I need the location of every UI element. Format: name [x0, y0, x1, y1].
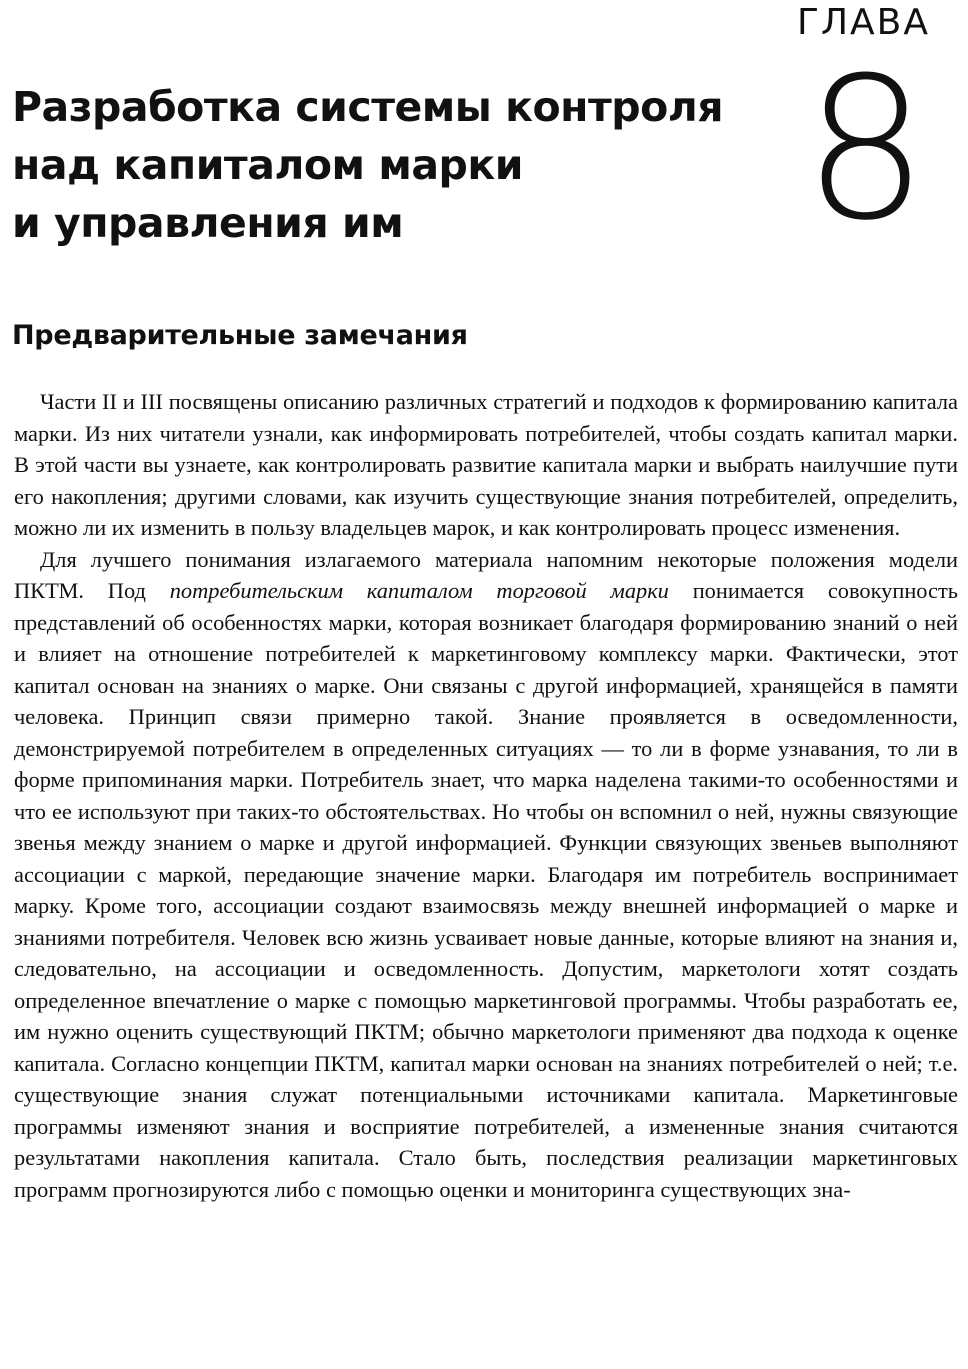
paragraph-2: [14, 544, 958, 1206]
paragraph-2-rest: понимается совокупность представлений об особенностях марки, которая возникает благодаря формированию знаний о ней и влияет на отношение потребителей к маркетинговому комплексу марки. Фактически, этот капитал основан на знаниях о марке. Они связаны с другой информацией, хранящейся в памяти человека. Принцип связи примерно такой. Знание проявляется в осведомленности, демонстрируемой потребителем в определенных ситуациях — то ли в форме узнавания, то ли в форме припоминания марки. Потребитель знает, что марка наделена такими-то особенностями и что ее используют при таких-то обстоятельствах. Но чтобы он вспомнил о ней, нужны связующие звенья между знанием о марке и другой информацией. Функции связующих звеньев выполняют ассоциации с маркой, передающие значение марки. Благодаря им потребитель воспринимает марку. Кроме того, ассоциации создают взаимосвязь между внешней информацией о марке и знаниями потребителя. Человек всю жизнь усваивает новые данные, которые влияют на знания и, следовательно, на ассоциации и осведомленность. Допустим, маркетологи хотят создать определенное впечатление о марке с помощью маркетинговой программы. Чтобы разработать ее, им нужно оценить существующий ПКТМ; обычно маркетологи применяют два подхода к оценке капитала. Согласно концепции ПКТМ, капитал марки основан на знаниях потребителей о ней; т.е. существующие знания служат потенциальными источниками капитала. Маркетинговые программы изменяют знания и восприятие потребителей, а измененные знания считаются результатами накопления капитала. Стало быть, последствия реализации маркетинговых программ прогнозируются либо с помощью оценки и мониторинга существующих зна-: [14, 578, 958, 1202]
term-emphasis: потребительским капиталом торговой марки: [169, 578, 669, 603]
chapter-title-line-3: и управления им: [12, 199, 404, 247]
chapter-label: ГЛАВА: [797, 2, 930, 43]
chapter-title: [12, 78, 772, 252]
chapter-title-line-1: Разработка системы контроля: [12, 83, 724, 131]
chapter-number: 8: [803, 36, 928, 264]
body-text: [14, 386, 958, 1205]
chapter-title-line-2: над капиталом марки: [12, 141, 523, 189]
section-heading: Предварительные замечания: [12, 320, 468, 351]
paragraph-1: Части II и III посвящены описанию различных стратегий и подходов к формированию капитала марки. Из них читатели узнали, как информировать потребителей, чтобы создать капитал марки. В этой части вы узнаете, как контролировать развитие капитала марки и выбрать наилучшие пути его накопления; другими словами, как изучить существующие знания потребителей, определить, можно ли их изменить в пользу владельцев марок, и как контролировать процесс изменения.: [14, 389, 958, 540]
paragraph-2-start: Для лучшего понимания излагаемого материала напомним некоторые положения модели ПКТМ. Под: [14, 546, 958, 603]
